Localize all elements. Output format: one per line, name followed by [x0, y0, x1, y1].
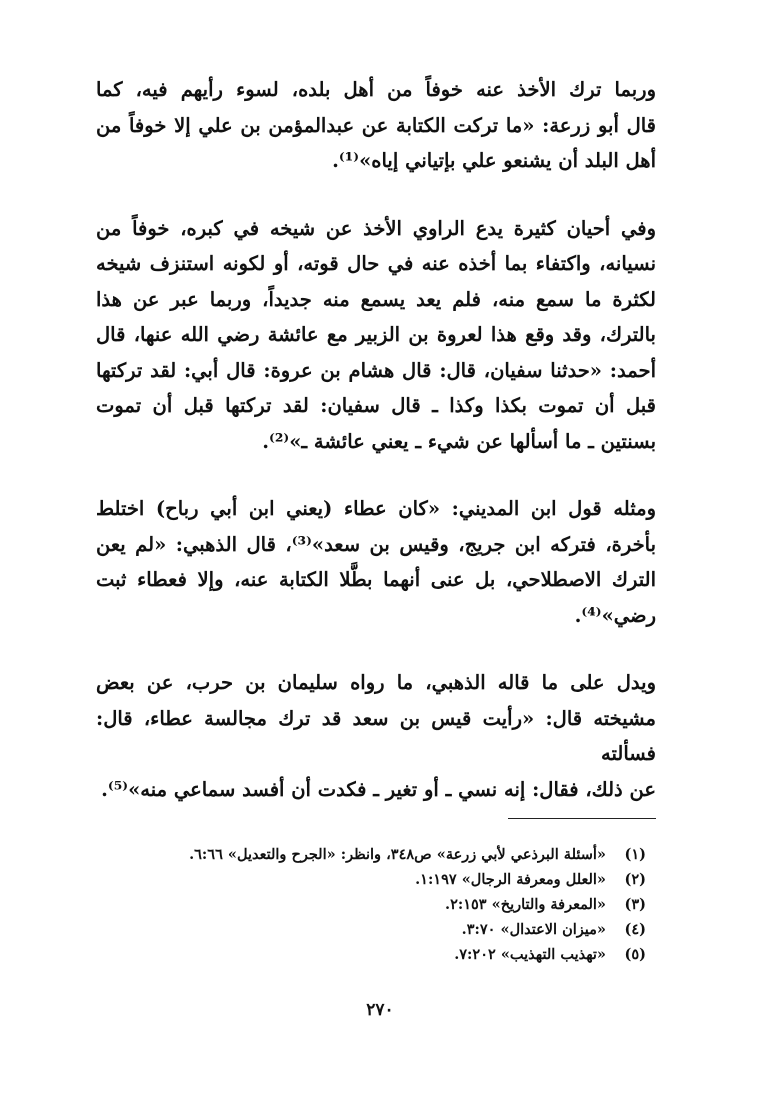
footnote-text: «تهذيب التهذيب» ٧:٢٠٢. [454, 946, 606, 963]
footnote-text: «العلل ومعرفة الرجال» ١:١٩٧. [415, 871, 606, 888]
footnote-number: (٤) [624, 921, 646, 938]
footnote-text: «أسئلة البرذعي لأبي زرعة» ص٣٤٨، وانظر: «الجرح والتعديل» ٦:٦٦. [189, 846, 606, 863]
text-line: لكثرة ما سمع منه، فلم يعد يسمع منه جديداً، وربما عبر عن هذا [96, 287, 656, 311]
text-line: ومثله قول ابن المديني: «كان عطاء (يعني ابن أبي رباح) اختلط [96, 497, 656, 520]
footnote-text: «المعرفة والتاريخ» ٢:١٥٣. [445, 896, 606, 913]
paragraph-3 [96, 491, 656, 633]
text-line: بالترك، وقد وقع هذا لعروة بن الزبير مع عائشة رضي الله عنها، قال [96, 323, 656, 346]
text-line: أهل البلد أن يشنعو علي بإتياني إياه»⁽¹⁾. [332, 149, 656, 172]
footnote-number: (١) [624, 846, 646, 863]
text-line: وفي أحيان كثيرة يدع الراوي الأخذ عن شيخه في كبره، خوفاً من [96, 216, 656, 240]
text-line: مشيخته قال: «رأيت قيس بن سعد قد ترك مجالسة عطاء، قال: فسألته [96, 706, 656, 765]
text-line: عن ذلك، فقال: إنه نسي ـ أو تغير ـ فكدت أن أفسد سماعي منه»⁽⁵⁾. [101, 777, 656, 801]
page-body [96, 72, 656, 807]
footnote-number: (٥) [624, 946, 646, 963]
footnote-item [96, 942, 646, 967]
text-line: رضي»⁽⁴⁾. [574, 603, 656, 627]
page-number: ٢٧٠ [366, 1000, 394, 1020]
footnote-item [96, 867, 646, 892]
footnotes-list [96, 842, 646, 967]
text-line: بسنتين ـ ما أسألها عن شيء ـ يعني عائشة ـ»⁽²⁾. [262, 429, 656, 453]
footnote-text: «ميزان الاعتدال» ٣:٧٠. [461, 921, 606, 938]
paragraph-2 [96, 211, 656, 460]
text-line: وربما ترك الأخذ عنه خوفاً من أهل بلده، لسوء رأيهم فيه، كما [96, 78, 656, 101]
footnote-item [96, 917, 646, 942]
footnote-item [96, 892, 646, 917]
footnote-number: (٣) [624, 896, 646, 913]
footnote-separator [508, 818, 656, 819]
paragraph-1 [96, 72, 656, 179]
paragraph-4 [96, 665, 656, 807]
text-line: أحمد: «حدثنا سفيان، قال: قال هشام بن عروة: قال أبي: لقد تركتها [96, 358, 656, 382]
text-line: قبل أن تموت بكذا وكذا ـ قال سفيان: لقد تركتها قبل أن تموت [96, 394, 656, 417]
text-line: الترك الاصطلاحي، بل عنى أنهما بطَّلا الكتابة عنه، وإلا فعطاء ثبت [96, 568, 656, 591]
text-line: نسيانه، واكتفاء بما أخذه عنه في حال قوته، أو لكونه استنزف شيخه [96, 252, 656, 275]
text-line: بأخرة، فتركه ابن جريج، وقيس بن سعد»⁽³⁾، قال الذهبي: «لم يعن [96, 532, 657, 556]
text-line: ويدل على ما قاله الذهبي، ما رواه سليمان بن حرب، عن بعض [96, 671, 656, 694]
footnote-item [96, 842, 646, 867]
text-line: قال أبو زرعة: «ما تركت الكتابة عن عبدالمؤمن بن علي إلا خوفاً من [96, 113, 656, 137]
footnote-number: (٢) [624, 871, 646, 888]
